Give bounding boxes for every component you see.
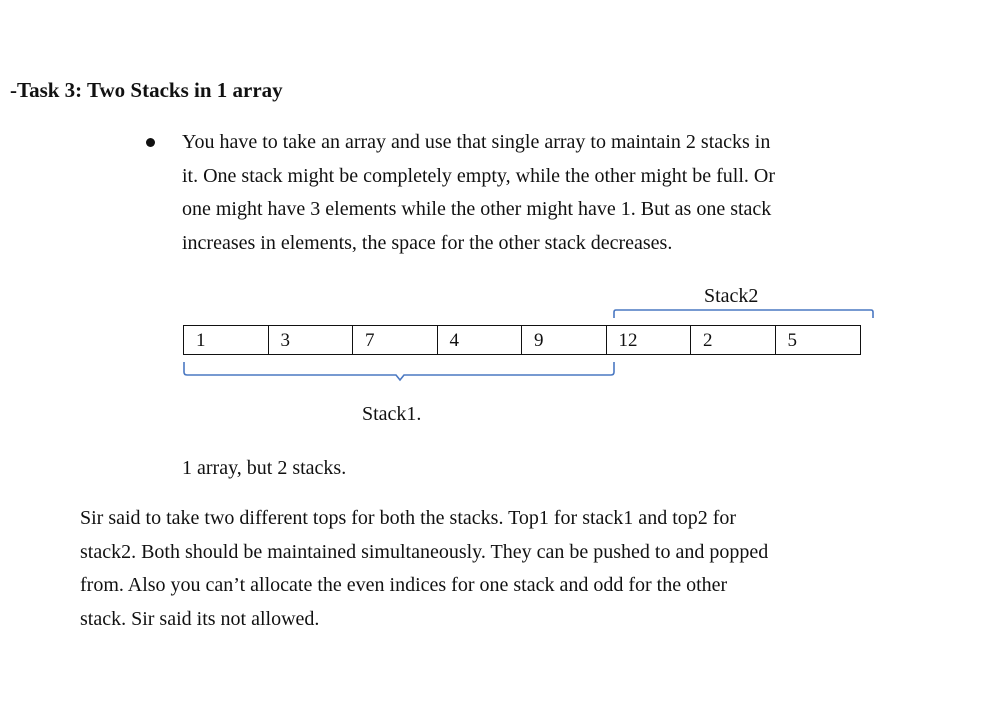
array-cell: 5 <box>787 330 797 351</box>
instructions-line: from. Also you can’t allocate the even indices for one stack and odd for the other <box>80 574 728 596</box>
bullet-line: it. One stack might be completely empty, while the other might be full. Or <box>182 164 776 187</box>
array-cell: 7 <box>353 326 438 354</box>
diagram-caption: 1 array, but 2 stacks. <box>182 457 347 479</box>
array-cell: 2 <box>691 326 776 354</box>
instructions-line: stack. Sir said its not allowed. <box>80 607 320 630</box>
instructions-line: stack2. Both should be maintained simultaneously. They can be pushed to and popped <box>80 540 769 563</box>
instructions-paragraph <box>80 502 768 636</box>
instructions-line: Sir said to take two different tops for both the stacks. Top1 for stack1 and top2 for <box>80 507 737 529</box>
array-cell: 3 <box>269 326 354 354</box>
bullet-line: one might have 3 elements while the other might have 1. But as one stack <box>182 198 772 220</box>
bullet-line: You have to take an array and use that single array to maintain 2 stacks in <box>182 131 771 153</box>
stack1-label: Stack1. <box>362 403 422 425</box>
array-cell: 9 <box>522 326 607 354</box>
stack1-brace <box>184 362 614 380</box>
stack2-brace <box>614 310 873 318</box>
array <box>183 325 861 355</box>
array-cell: 12 <box>607 326 692 354</box>
task-heading: -Task 3: Two Stacks in 1 array <box>10 78 283 102</box>
array-cell: 1 <box>184 326 269 354</box>
bullet-line: increases in elements, the space for the other stack decreases. <box>182 231 673 254</box>
array-cell: 4 <box>438 326 523 354</box>
stack2-label: Stack2 <box>704 285 759 307</box>
